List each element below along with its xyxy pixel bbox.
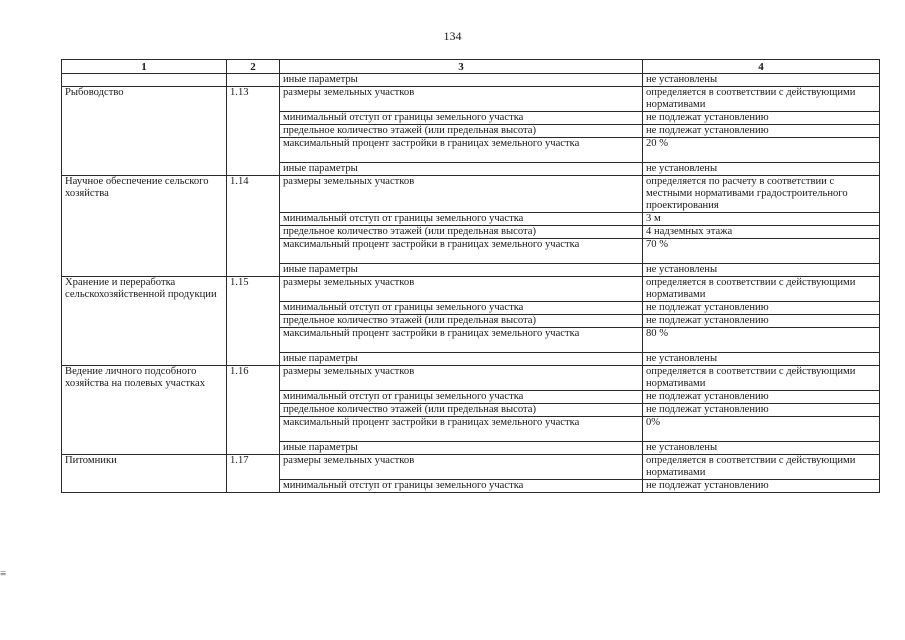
- parameter-name: предельное количество этажей (или предельная высота): [280, 404, 643, 417]
- use-type-code: 1.16: [227, 366, 280, 455]
- use-type-name: Рыбоводство: [62, 87, 227, 176]
- parameter-value: определяется в соответствии с действующими нормативами: [643, 455, 880, 480]
- parameter-value: определяется в соответствии с действующими нормативами: [643, 366, 880, 391]
- parameter-value: не подлежат установлению: [643, 315, 880, 328]
- table-row: [62, 87, 880, 112]
- use-type-code: 1.14: [227, 176, 280, 277]
- parameter-name: размеры земельных участков: [280, 87, 643, 112]
- parameter-name: иные параметры: [280, 442, 643, 455]
- parameter-value: определяется в соответствии с действующими нормативами: [643, 87, 880, 112]
- parameter-name: максимальный процент застройки в границах земельного участка: [280, 239, 643, 264]
- table-row: [62, 366, 880, 391]
- parameter-name: минимальный отступ от границы земельного участка: [280, 302, 643, 315]
- use-type-name: Хранение и переработка сельскохозяйственной продукции: [62, 277, 227, 366]
- use-type-name: [62, 74, 227, 87]
- parameter-name: иные параметры: [280, 353, 643, 366]
- use-type-name: Научное обеспечение сельского хозяйства: [62, 176, 227, 277]
- parameter-value: не подлежат установлению: [643, 391, 880, 404]
- regulations-table: [61, 59, 880, 493]
- parameter-value: не подлежат установлению: [643, 125, 880, 138]
- parameter-name: предельное количество этажей (или предельная высота): [280, 125, 643, 138]
- side-margin-mark: ≡: [0, 568, 7, 580]
- table-row: [62, 176, 880, 213]
- parameter-value: 80 %: [643, 328, 880, 353]
- parameter-name: максимальный процент застройки в границах земельного участка: [280, 417, 643, 442]
- parameter-name: размеры земельных участков: [280, 366, 643, 391]
- parameter-name: максимальный процент застройки в границах земельного участка: [280, 328, 643, 353]
- table-row: [62, 277, 880, 302]
- parameter-name: предельное количество этажей (или предельная высота): [280, 226, 643, 239]
- parameter-name: иные параметры: [280, 74, 643, 87]
- parameter-value: не установлены: [643, 163, 880, 176]
- use-type-code: 1.15: [227, 277, 280, 366]
- parameter-value: 0%: [643, 417, 880, 442]
- column-header: 1: [62, 60, 227, 74]
- column-header: 2: [227, 60, 280, 74]
- parameter-value: не установлены: [643, 74, 880, 87]
- parameter-name: максимальный процент застройки в границах земельного участка: [280, 138, 643, 163]
- parameter-value: 4 надземных этажа: [643, 226, 880, 239]
- parameter-name: минимальный отступ от границы земельного участка: [280, 480, 643, 493]
- parameter-name: минимальный отступ от границы земельного участка: [280, 391, 643, 404]
- parameter-value: 70 %: [643, 239, 880, 264]
- parameter-value: не установлены: [643, 442, 880, 455]
- parameter-value: 20 %: [643, 138, 880, 163]
- parameter-value: не подлежат установлению: [643, 302, 880, 315]
- parameter-name: минимальный отступ от границы земельного участка: [280, 112, 643, 125]
- parameter-name: размеры земельных участков: [280, 176, 643, 213]
- page-number: 134: [443, 29, 462, 43]
- parameter-name: размеры земельных участков: [280, 455, 643, 480]
- parameter-name: предельное количество этажей (или предельная высота): [280, 315, 643, 328]
- parameter-value: не подлежат установлению: [643, 480, 880, 493]
- column-header: 4: [643, 60, 880, 74]
- parameter-value: не подлежат установлению: [643, 112, 880, 125]
- parameter-value: определяется в соответствии с действующими нормативами: [643, 277, 880, 302]
- use-type-code: [227, 74, 280, 87]
- use-type-code: 1.13: [227, 87, 280, 176]
- parameter-value: 3 м: [643, 213, 880, 226]
- parameter-name: иные параметры: [280, 163, 643, 176]
- parameter-name: минимальный отступ от границы земельного участка: [280, 213, 643, 226]
- table-row: [62, 74, 880, 87]
- column-header: 3: [280, 60, 643, 74]
- use-type-code: 1.17: [227, 455, 280, 493]
- parameter-value: не подлежат установлению: [643, 404, 880, 417]
- use-type-name: Ведение личного подсобного хозяйства на полевых участках: [62, 366, 227, 455]
- parameter-value: не установлены: [643, 353, 880, 366]
- use-type-name: Питомники: [62, 455, 227, 493]
- parameter-value: не установлены: [643, 264, 880, 277]
- parameter-name: иные параметры: [280, 264, 643, 277]
- parameter-name: размеры земельных участков: [280, 277, 643, 302]
- table-header-row: [62, 60, 880, 74]
- parameter-value: определяется по расчету в соответствии с местными нормативами градостроительного проектирования: [643, 176, 880, 213]
- table-row: [62, 455, 880, 480]
